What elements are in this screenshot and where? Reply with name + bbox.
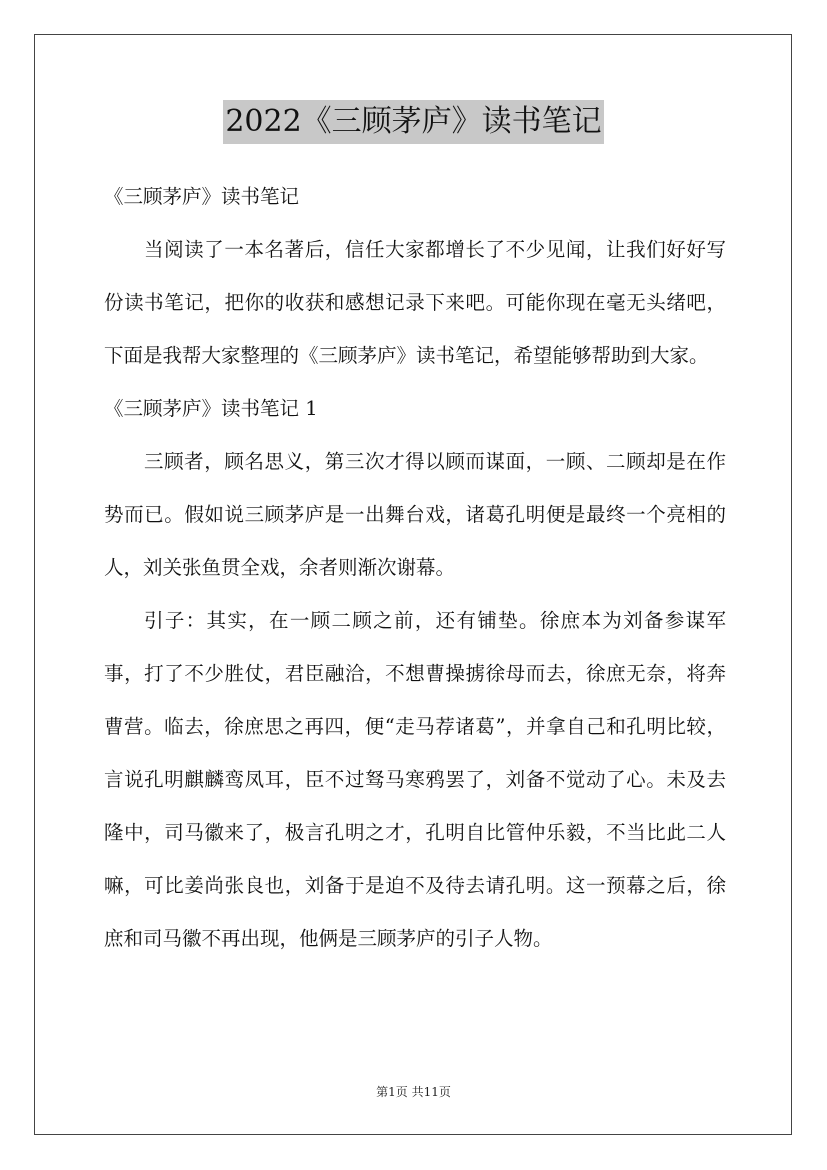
page-footer: 第1页 共11页 <box>376 1085 451 1099</box>
document-body <box>104 170 726 965</box>
body-paragraph: 三顾者，顾名思义，第三次才得以顾而谋面，一顾、二顾却是在作势而已。假如说三顾茅庐是一出舞台戏，诸葛孔明便是最终一个亮相的人，刘关张鱼贯全戏，余者则渐次谢幕。 <box>104 450 726 579</box>
section-heading: 《三顾茅庐》读书笔记 <box>104 185 300 208</box>
intro-paragraph: 当阅读了一本名著后，信任大家都增长了不少见闻，让我们好好写份读书笔记，把你的收获和感想记录下来吧。可能你现在毫无头绪吧，下面是我帮大家整理的《三顾茅庐》读书笔记，希望能够帮助到大家。 <box>104 238 726 367</box>
title-container <box>0 100 827 144</box>
body-paragraph: 引子：其实，在一顾二顾之前，还有铺垫。徐庶本为刘备参谋军事，打了不少胜仗，君臣融洽，不想曹操掳徐母而去，徐庶无奈，将奔曹营。临去，徐庶思之再四，便“走马荐诸葛”，并拿自己和孔明比较，言说孔明麒麟鸾凤耳，臣不过驽马寒鸦罢了，刘备不觉动了心。未及去隆中，司马徽来了，极言孔明之才，孔明自比管仲乐毅，不当比此二人嘛，可比姜尚张良也，刘备于是迫不及待去请孔明。这一预幕之后，徐庶和司马徽不再出现，他俩是三顾茅庐的引子人物。 <box>104 609 726 950</box>
document-title: 2022《三顾茅庐》读书笔记 <box>223 100 603 144</box>
section-heading: 《三顾茅庐》读书笔记 1 <box>104 397 318 420</box>
